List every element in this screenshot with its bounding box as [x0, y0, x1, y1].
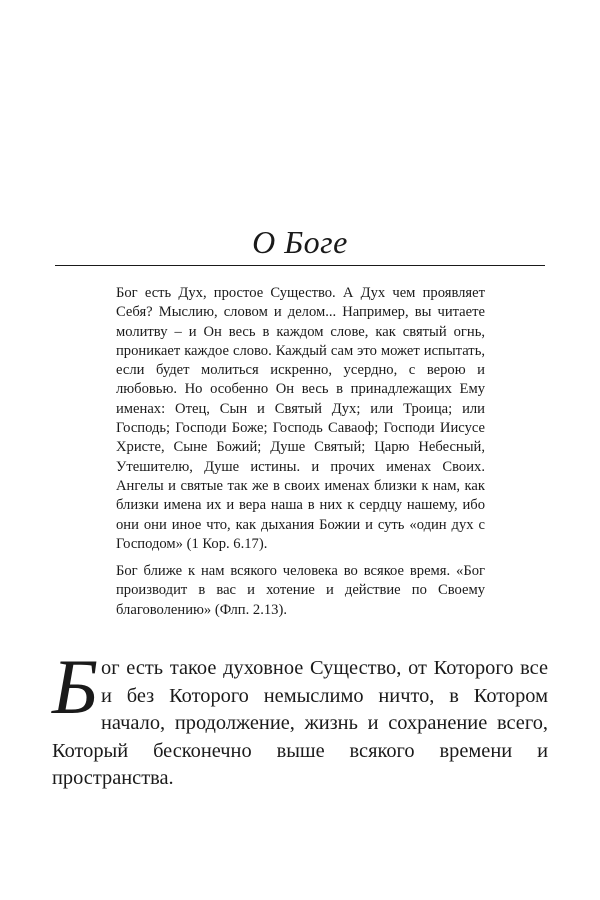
main-paragraph — [52, 643, 548, 793]
drop-cap: Б — [52, 643, 99, 730]
quote-paragraph-2: Бог ближе к нам всякого человека во всякое время. «Бог производит в вас и хотение и действие по Своему благоволению» (Флп. 2.13). — [116, 563, 485, 618]
quote-block — [116, 284, 485, 620]
quote-paragraph-1: Бог есть Дух, простое Существо. А Дух чем проявляет Себя? Мыслию, словом и делом... Например, вы читаете молитву – и Он весь в каждом слове, как святый огнь, проникает каждое слово. Каждый сам это может испытать, если будет молиться искренно, усердно, с верою и любовью. Но особенно Он весь в принадлежащих Ему именах: Отец, Сын и Святый Дух; или Троица; или Господь; Господи Боже; Господь Саваоф; Господи Иисусе Христе, Сыне Божий; Душе Святый; Царю Небесный, Утешителю, Душе истины. и прочих именах Своих. Ангелы и святые так же в своих именах близки к нам, как близки имена их и вера наша в них к сердцу нашему, ибо они они иное что, как дыхания Божии и суть «один дух с Господом» (1 Кор. 6.17). — [116, 285, 485, 552]
main-paragraph-body — [52, 643, 548, 793]
section-title: О Боге — [252, 224, 348, 260]
main-paragraph-text: ог есть такое духовное Существо, от Которого все и без Которого немыслимо ничто, в Котором начало, продолжение, жизнь и сохранение всего, Который бесконечно выше всякого времени и пространства. — [52, 657, 548, 789]
title-underline — [55, 265, 545, 266]
